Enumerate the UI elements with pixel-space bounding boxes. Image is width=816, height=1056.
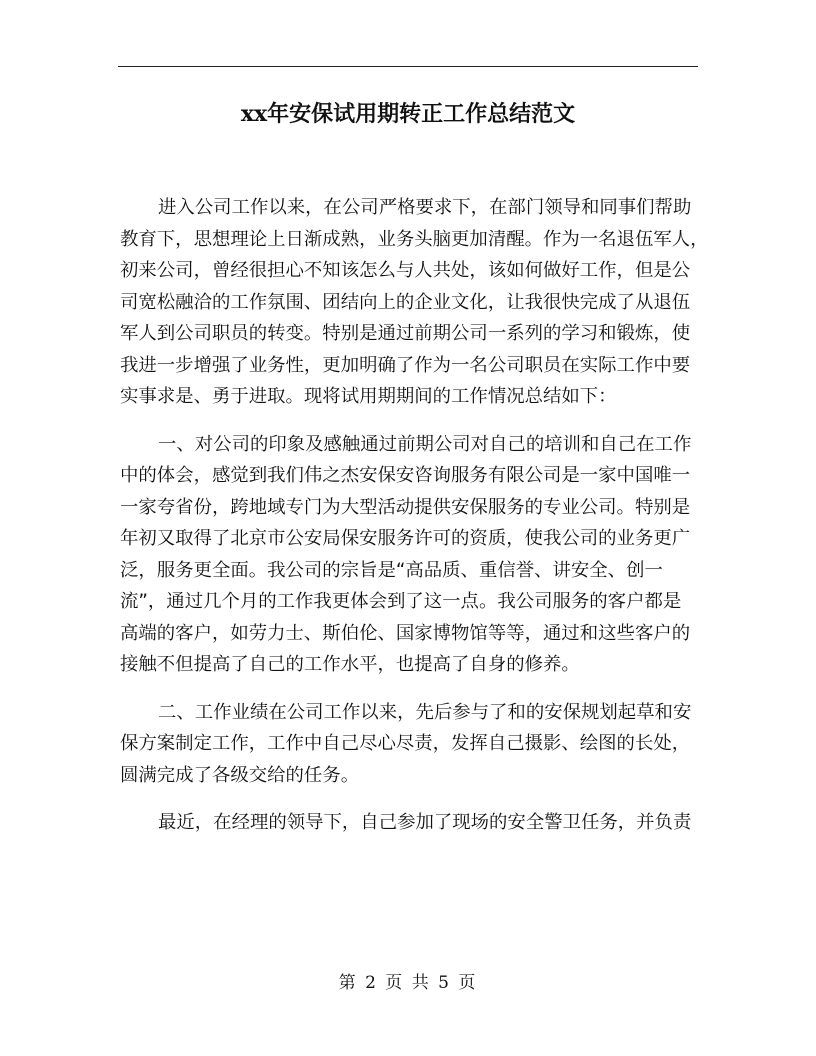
paragraph-line: 最近，在经理的领导下，自己参加了现场的安全警卫任务，并负责 [158,812,692,833]
header-rule [118,66,698,67]
paragraph-1 [120,192,710,413]
document-title: xx年安保试用期转正工作总结范文 [240,101,576,127]
paragraph-line: 二、工作业绩在公司工作以来，先后参与了和的安保规划起草和安 [158,701,692,723]
paragraph-line: 一、对公司的印象及感触通过前期公司对自己的培训和自己在工作 [158,433,692,455]
page-number-footer: 第 2 页 共 5 页 [338,973,478,993]
paragraph-line: 流”，通过几个月的工作我更体会到了这一点。我公司服务的客户都是 [120,591,682,612]
paragraph-line: 一家夸省份，跨地域专门为大型活动提供安保服务的专业公司。特别是 [120,496,691,518]
paragraph-4 [120,807,710,839]
paragraph-line: 教育下，思想理论上日渐成熟，业务头脑更加清醒。作为一名退伍军人， [120,228,709,250]
paragraph-line: 圆满完成了各级交给的任务。 [120,764,360,786]
paragraph-line: 中的体会，感觉到我们伟之杰安保安咨询服务有限公司是一家中国唯一 [120,465,691,486]
paragraph-line: 年初又取得了北京市公安局保安服务许可的资质，使我公司的业务更广 [120,528,691,549]
paragraph-line: 军人到公司职员的转变。特别是通过前期公司一系列的学习和锻炼，使 [120,323,691,344]
paragraph-line: 我进一步增强了业务性，更加明确了作为一名公司职员在实际工作中要 [120,354,691,376]
paragraph-line: 进入公司工作以来，在公司严格要求下，在部门领导和同事们帮助 [158,197,692,218]
paragraph-2 [120,429,710,681]
paragraph-3 [120,697,710,792]
paragraph-line: 初来公司，曾经很担心不知该怎么与人共处，该如何做好工作，但是公 [120,260,691,281]
paragraph-line: 司宽松融洽的工作氛围、团结向上的企业文化，让我很快完成了从退伍 [120,291,691,313]
paragraph-line: 实事求是、勇于进取。现将试用期期间的工作情况总结如下： [120,386,617,407]
paragraph-line: 接触不但提高了自己的工作水平，也提高了自身的修养。 [120,654,580,675]
paragraph-line: 泛，服务更全面。我公司的宗旨是“高品质、重信誉、讲安全、创一 [120,559,663,581]
paragraph-line: 保方案制定工作，工作中自己尽心尽责，发挥自己摄影、绘图的长处， [120,733,691,754]
document-body [120,192,710,855]
paragraph-line: 高端的客户，如劳力士、斯伯伦、国家博物馆等等，通过和这些客户的 [120,622,691,644]
